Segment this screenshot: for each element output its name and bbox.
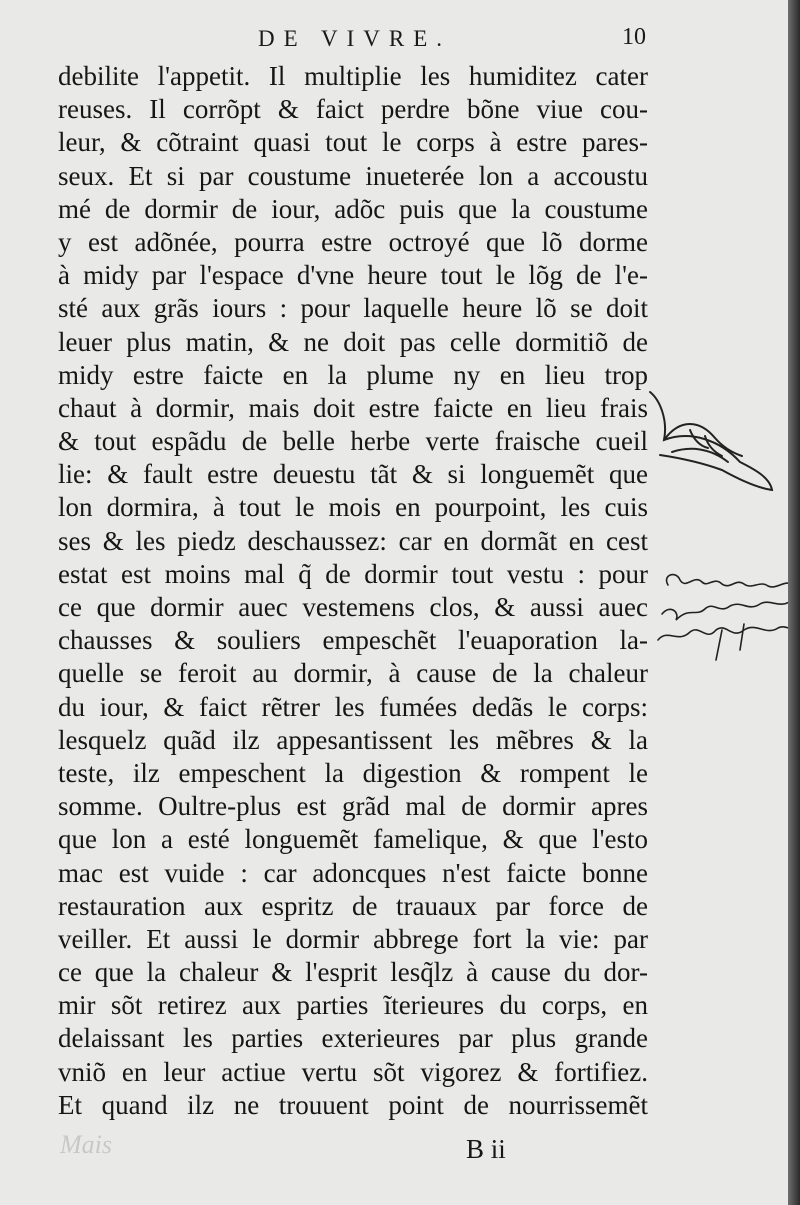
text-line: à midy par l'espace d'vne heure tout le lõg de l'e-: [58, 260, 648, 291]
page-edge-shadow: [788, 0, 800, 1205]
text-line: midy estre faicte en la plume ny en lieu trop: [58, 359, 648, 390]
text-line: ses & les piedz deschaussez: car en dormãt en cest: [58, 525, 648, 556]
text-line: ce que la chaleur & l'esprit lesq̃lz à cause du dor-: [58, 957, 648, 988]
text-line: lie: & fault estre deuestu tãt & si longuemẽt que: [58, 459, 648, 490]
text-line: ce que dormir auec vestemens clos, & aussi auec: [58, 592, 648, 622]
text-line: sté aux grãs iours : pour laquelle heure lõ se doit: [58, 293, 648, 324]
body-text: [58, 60, 648, 1122]
text-line: debilite l'appetit. Il multiplie les humiditez cater: [58, 61, 648, 91]
text-line: lesquelz quãd ilz appesantissent les mẽbres & la: [58, 724, 648, 755]
page-number: 10: [622, 24, 646, 50]
text-line: leur, & cõtraint quasi tout le corps à estre pares-: [58, 127, 648, 158]
text-line: delaissant les parties exterieures par plus grande: [58, 1023, 648, 1054]
text-line: & tout espãdu de belle herbe verte fraische cueil: [58, 426, 648, 457]
text-line: que lon a esté longuemẽt famelique, & que l'esto: [58, 824, 648, 855]
signature-mark: B ii: [466, 1134, 506, 1164]
text-line: du iour, & faict rẽtrer les fumées dedãs le corps:: [58, 691, 648, 722]
text-line: mac est vuide : car adoncques n'est faicte bonne: [58, 857, 648, 888]
text-line: mé de dormir de iour, adõc puis que la coustume: [58, 193, 648, 224]
text-line: chaut à dormir, mais doit estre faicte en lieu frais: [58, 392, 648, 423]
handwritten-note-drawing: [658, 575, 788, 660]
text-line: reuses. Il corrõpt & faict perdre bõne viue cou-: [58, 94, 648, 125]
text-line: veiller. Et aussi le dormir abbrege fort la vie: par: [58, 923, 648, 954]
text-line: restauration aux espritz de trauaux par force de: [58, 890, 648, 921]
text-line: leuer plus matin, & ne doit pas celle dormitiõ de: [58, 326, 648, 357]
text-line: vniõ en leur actiue vertu sõt vigorez & fortifiez.: [58, 1056, 648, 1087]
text-line: teste, ilz empeschent la digestion & rompent le: [58, 757, 648, 788]
text-line: Et quand ilz ne trouuent point de nourrissemẽt: [58, 1089, 648, 1120]
text-line: y est adõnée, pourra estre octroyé que lõ dorme: [58, 226, 648, 257]
text-line: lon dormira, à tout le mois en pourpoint, les cuis: [58, 492, 648, 523]
text-line: mir sõt retirez aux parties ĩterieures du corps, en: [58, 990, 648, 1021]
text-line: estat est moins mal q̃ de dormir tout vestu : pour: [58, 558, 648, 589]
running-head: DE VIVRE.: [258, 26, 452, 51]
text-line: chausses & souliers empeschẽt l'euaporation la-: [58, 625, 648, 656]
manicule-drawing: [650, 392, 772, 490]
text-line: quelle se feroit au dormir, à cause de la chaleur: [58, 658, 648, 689]
text-line: somme. Oultre-plus est grãd mal de dormir apres: [58, 791, 648, 822]
show-through-text: Mais: [60, 1130, 112, 1159]
text-line: seux. Et si par coustume inueterée lon a accoustu: [58, 160, 648, 191]
